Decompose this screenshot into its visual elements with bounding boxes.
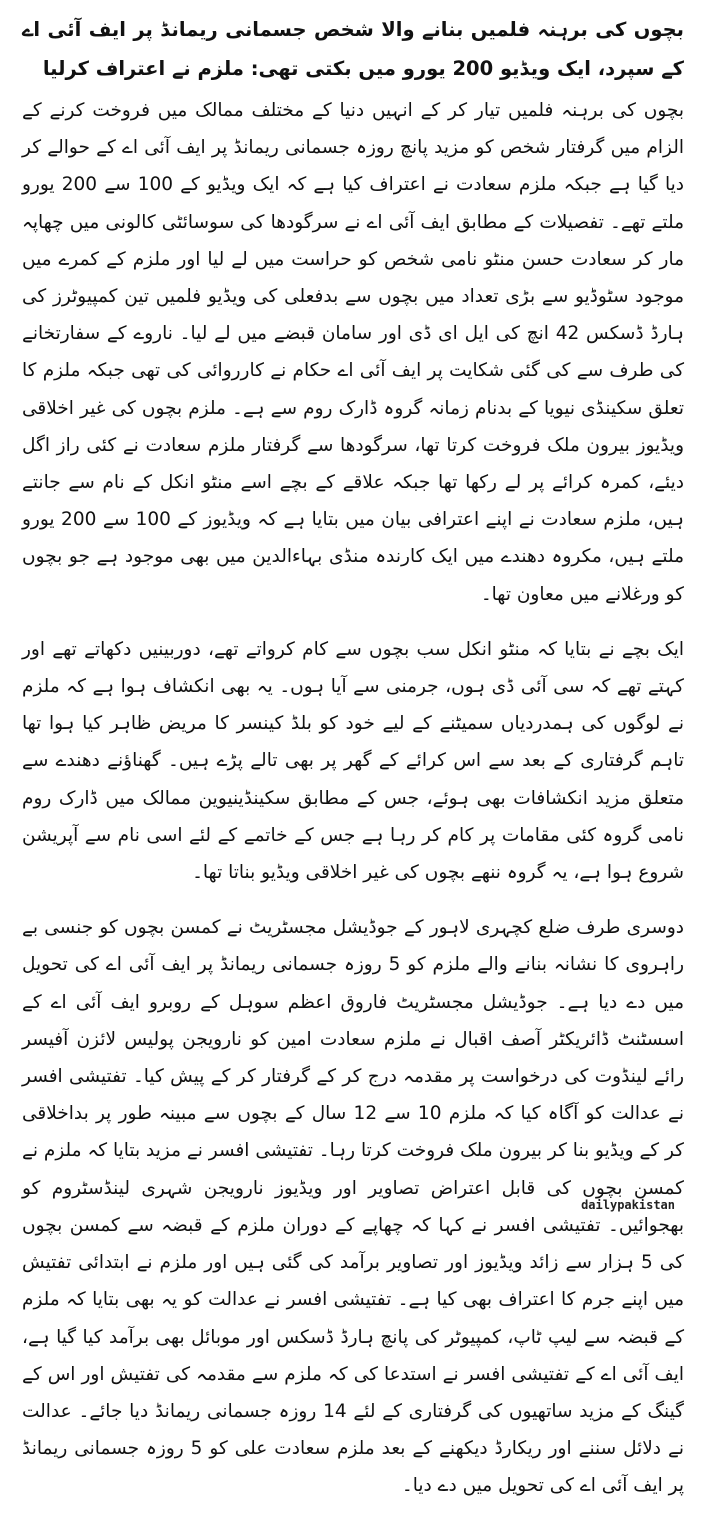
- source-watermark: dailypakistan: [581, 1198, 675, 1212]
- article: [22, 10, 684, 1523]
- paragraph-2: ایک بچے نے بتایا کہ منٹو انکل سب بچوں سے کام کرواتے تھے، دوربینیں دکھاتے تھے اور کہتے تھے کہ سی آئی ڈی ہوں، جرمنی سے آیا ہوں۔ یہ بھی انکشاف ہوا ہے کہ ملزم نے لوگوں کی ہمدردیاں سمیٹنے کے لیے خود کو بلڈ کینسر کا مریض ظاہر کیا ہوا تھا تاہم گرفتاری کے بعد سے اس کرائے کے گھر پر بھی تالے پڑے ہیں۔ گھناؤنے دھندے سے متعلق مزید انکشافات بھی ہوئے، جس کے مطابق سکینڈینیوین ممالک میں ڈارک روم نامی گروہ کئی مقامات پر کام کر رہا ہے جس کے خاتمے کے لئے اسی نام سے آپریشن شروع ہوا ہے، یہ گروہ ننھے بچوں کی غیر اخلاقی ویڈیو بناتا تھا۔: [22, 638, 684, 884]
- paragraph-3: دوسری طرف ضلع کچہری لاہور کے جوڈیشل مجسٹریٹ نے کمسن بچوں کو جنسی بے راہروی کا نشانہ بنانے والے ملزم کو 5 روزہ جسمانی ریمانڈ پر ایف آئی اے کی تحویل میں دے دیا ہے۔ جوڈیشل مجسٹریٹ فاروق اعظم سوہل کے روبرو ایف آئی اے کے اسسٹنٹ ڈائریکٹر آصف اقبال نے ملزم سعادت امین کو نارویجن پولیس لائزن آفیسر رائے لینڈوت کی درخواست پر مقدمہ درج کر کے گرفتار کر کے پیش کیا۔ تفتیشی افسر نے عدالت کو آگاہ کیا کہ ملزم 10 سے 12 سال کے بچوں سے مبینہ طور پر بداخلاقی کر کے ویڈیو بنا کر بیرون ملک فروخت کرتا رہا۔ تفتیشی افسر نے مزید بتایا کہ ملزم نے کمسن بچوں کی قابل اعتراض تصاویر اور ویڈیوز نارویجن شہری لینڈسٹروم کو بھجوائیں۔ تفتیشی افسر نے کہا کہ چھاپے کے دوران ملزم کے قبضہ سے کمسن بچوں کی 5 ہزار سے زائد ویڈیوز اور تصاویر برآمد کی گئی ہیں اور ملزم نے ابتدائی تفتیش میں اپنے جرم کا اعتراف بھی کیا ہے۔ تفتیشی افسر نے عدالت کو یہ بھی بتایا کہ ملزم کے قبضہ سے لیپ ٹاپ، کمپیوٹر کی پانچ ہارڈ ڈسکس اور موبائل بھی برآمد کیا گیا ہے، ایف آئی اے کے تفتیشی افسر نے استدعا کی کہ ملزم سے مقدمہ کی تفتیش اور اس کے گینگ کے مزید ساتھیوں کی گرفتاری کے لئے 14 روزہ جسمانی ریمانڈ دیا جائے۔ عدالت نے دلائل سننے اور ریکارڈ دیکھنے کے بعد ملزم سعادت علی کو 5 روزہ جسمانی ریمانڈ پر ایف آئی اے کی تحویل میں دے دیا۔: [22, 917, 685, 1497]
- headline: بچوں کی برہنہ فلمیں بنانے والا شخص جسمانی ریمانڈ پر ایف آئی اے کے سپرد، ایک ویڈیو 200 یورو میں بکتی تھی: ملزم نے اعتراف کرلیا: [22, 18, 684, 80]
- paragraph-1: بچوں کی برہنہ فلمیں تیار کر کے انہیں دنیا کے مختلف ممالک میں فروخت کرنے کے الزام میں گرفتار شخص کو مزید پانچ روزہ جسمانی ریمانڈ پر ایف آئی اے کے حوالے کر دیا گیا ہے جبکہ ملزم سعادت نے اعتراف کیا ہے کہ ایک ویڈیو کے 100 سے 200 یورو ملتے تھے۔ تفصیلات کے مطابق ایف آئی اے نے سرگودھا کی سوسائٹی کالونی میں چھاپہ مار کر سعادت حسن منٹو نامی شخص کو حراست میں لے لیا اور ملزم کے کمرے میں موجود سٹوڈیو سے بڑی تعداد میں بچوں سے بدفعلی کی ویڈیو فلمیں تین کمپیوٹرز کی ہارڈ ڈسکس 42 انچ کی ایل ای ڈی اور سامان قبضے میں لے لیا۔ ناروے کے سفارتخانے کی طرف سے کی گئی شکایت پر ایف آئی اے حکام نے کارروائی کی تھی جبکہ ملزم کا تعلق سکینڈی نیویا کے بدنام زمانہ گروہ ڈارک روم سے ہے۔ ملزم بچوں کی غیر اخلاقی ویڈیوز بیرون ملک فروخت کرتا تھا، سرگودھا سے گرفتار ملزم سعادت نے کئی راز اگل دیئے، کمرہ کرائے پر لے رکھا تھا جبکہ علاقے کے بچے اسے منٹو انکل کے نام سے جانتے ہیں، ملزم سعادت نے اپنے اعترافی بیان میں بتایا ہے کہ ویڈیوز کے 100 سے 200 یورو ملتے ہیں، مکروہ دھندے میں ایک کارندہ منڈی بہاءالدین میں بھی موجود ہے جو بچوں کو ورغلانے میں معاون تھا۔: [22, 100, 685, 605]
